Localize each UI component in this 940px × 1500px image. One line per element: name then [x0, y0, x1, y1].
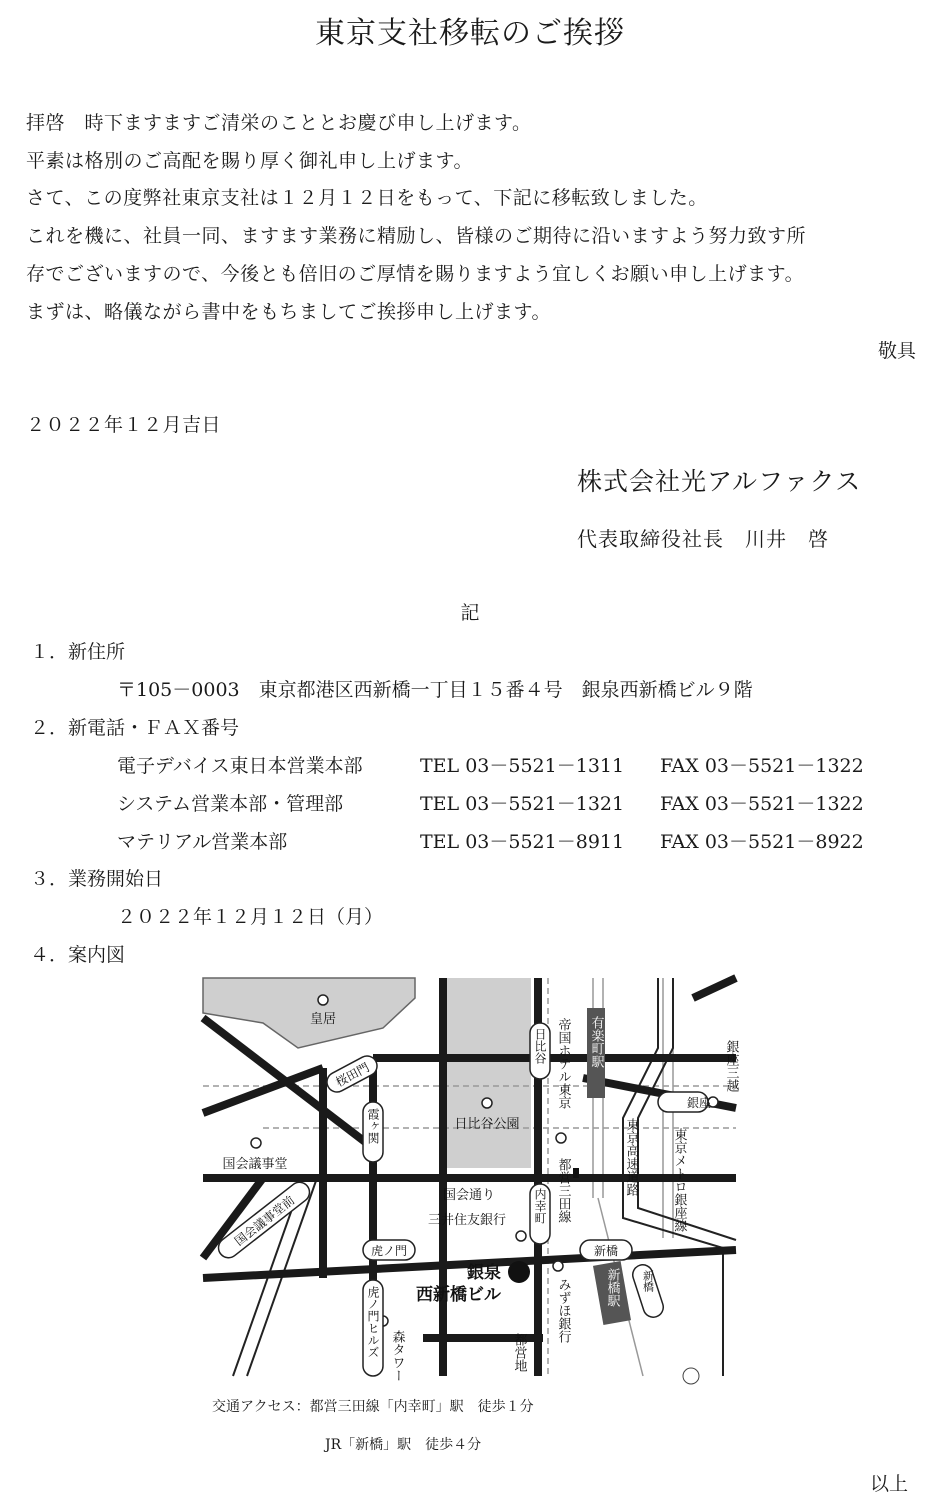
map-label-ginza: 銀座 [686, 1096, 711, 1110]
imperial-palace-marker [318, 995, 328, 1005]
map-label-shinbashi: 新橋 [593, 1244, 619, 1258]
phone-tel: TEL 03－5521－1321 [420, 793, 625, 815]
map-label-toei-mita: 都営三田線 [555, 1158, 571, 1223]
map-label-kasumigaseki: 霞ヶ関 [366, 1108, 380, 1144]
phone-dept: 電子デバイス東日本営業本部 [117, 755, 363, 777]
page-title: 東京支社移転のご挨拶 [315, 16, 625, 51]
start-date: ２０２２年１２月１２日（月） [117, 906, 384, 928]
map-label-mizuho: みずほ銀行 [555, 1278, 571, 1343]
map-label-kokkai-mae: 国会議事堂前 [231, 1193, 298, 1249]
greeting-line-1: 拝啓 時下ますますご清栄のこととお慶び申し上げます。 [26, 112, 532, 134]
map-label-metro-ginza: 東京メトロ銀座線 [671, 1128, 687, 1232]
map-heading: ４．案内図 [30, 944, 126, 966]
issue-date: ２０２２年１２月吉日 [26, 414, 222, 436]
map-label-ginsen-2: 西新橋ビル [416, 1285, 501, 1305]
map-label-uchisaiwaicho: 内幸町 [533, 1188, 547, 1224]
hibiya-park-area [443, 978, 531, 1168]
phone-dept: マテリアル営業本部 [117, 831, 288, 853]
greeting-line-5: 存でございますので、今後とも倍旧のご厚情を賜りますよう宜しくお願い申し上げます。 [26, 263, 805, 285]
map-label-imperial-hotel: 帝国ホテル東京 [555, 1018, 571, 1109]
phone-fax: FAX 03－5521－1322 [660, 755, 864, 777]
map-label-toranomon-hills: 虎ノ門ヒルズ [366, 1286, 380, 1358]
company-name: 株式会社光アルファクス [577, 467, 862, 496]
phone-heading: ２．新電話・ＦＡＸ番号 [30, 717, 240, 739]
map-label-shinbashi-line: 新橋 [641, 1270, 655, 1292]
access-line-1: 交通アクセス：都営三田線「内幸町」駅 徒歩１分 [212, 1399, 534, 1415]
greeting-line-4: これを機に、社員一同、ますます業務に精励し、皆様のご期待に沿いますよう努力致す所 [26, 225, 807, 247]
map-label-sakuradamon: 桜田門 [333, 1060, 372, 1090]
closing-ijou: 以上 [869, 1473, 908, 1495]
ginsen-building-marker [508, 1261, 530, 1283]
phone-dept: システム営業本部・管理部 [117, 793, 344, 815]
map-label-expressway: 東京高速道路 [623, 1118, 639, 1196]
phone-fax: FAX 03－5521－1322 [660, 793, 864, 815]
map-label-shinbashi-station: 新橋駅 [604, 1268, 620, 1307]
mizuho-marker [553, 1261, 563, 1271]
phone-tel: TEL 03－5521－8911 [420, 831, 625, 853]
map-label-yurakucho: 有楽町駅 [588, 1016, 604, 1068]
greeting-line-6: まずは、略儀ながら書中をもちましてご挨拶申し上げます。 [26, 301, 551, 323]
ki-heading: 記 [460, 602, 480, 624]
map-label-hibiya-park: 日比谷公園 [454, 1117, 520, 1132]
smbc-marker [516, 1231, 526, 1241]
map-label-ginza-mitsukoshi: 銀座三越 [723, 1040, 739, 1092]
map-label-smbc: 三井住友銀行 [428, 1213, 507, 1228]
map-label-palace: 皇居 [309, 1012, 337, 1027]
start-heading: ３．業務開始日 [30, 868, 164, 890]
map-label-toranomon: 虎ノ門 [370, 1244, 408, 1258]
map-label-ginsen-1: 銀泉 [467, 1263, 501, 1283]
map-label-toei-asakusa: 都営地 [511, 1333, 527, 1372]
phone-tel: TEL 03－5521－1311 [420, 755, 625, 777]
access-line-2: JR「新橋」駅 徒歩４分 [325, 1437, 482, 1453]
hibiya-park-marker [482, 1098, 492, 1108]
address: 〒105－0003 東京都港区西新橋一丁目１５番４号 銀泉西新橋ビル９階 [117, 679, 753, 701]
closing-keigu: 敬具 [877, 340, 916, 362]
address-heading: １．新住所 [30, 641, 126, 663]
map-label-hibiya: 日比谷 [533, 1028, 547, 1064]
greeting-line-3: さて、この度弊社東京支社は１２月１２日をもって、下記に移転致しました。 [26, 187, 708, 209]
map-label-mori-tower: 森タワー [389, 1330, 405, 1382]
access-map [203, 978, 739, 1382]
imperial-hotel-marker [556, 1133, 566, 1143]
greeting-line-2: 平素は格別のご高配を賜り厚く御礼申し上げます。 [26, 150, 473, 172]
representative: 代表取締役社長 川井 啓 [577, 527, 829, 551]
map-label-kokkai-dori: 国会通り [443, 1188, 496, 1203]
map-label-diet: 国会議事堂 [222, 1157, 288, 1172]
diet-marker [251, 1138, 261, 1148]
phone-fax: FAX 03－5521－8922 [660, 831, 864, 853]
